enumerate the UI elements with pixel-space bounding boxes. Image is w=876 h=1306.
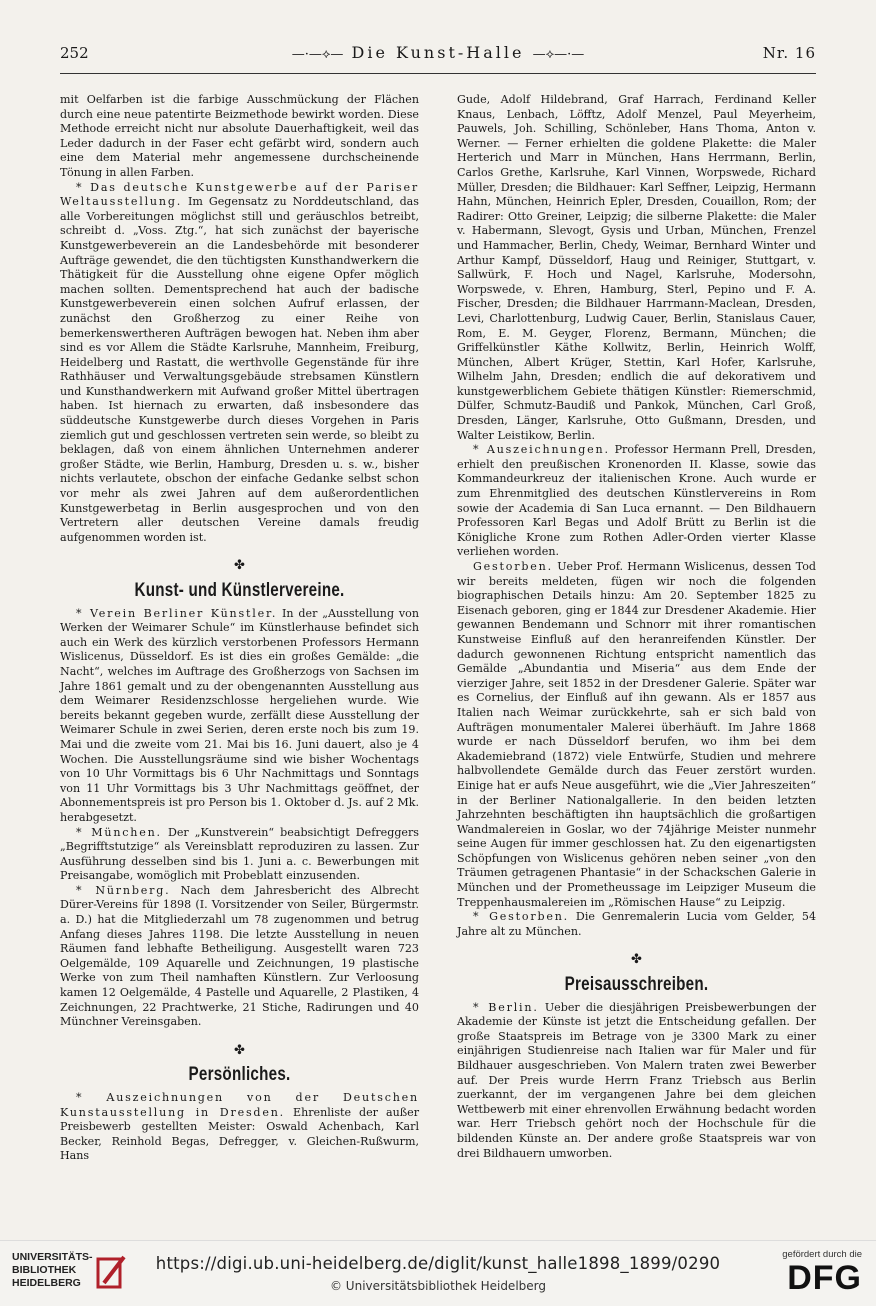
left-column — [60, 93, 419, 1213]
library-name: UNIVERSITÄTS- BIBLIOTHEK HEIDELBERG — [12, 1251, 93, 1289]
section-heading: Preisausschreiben. — [564, 974, 709, 996]
dfg-caption: gefördert durch die — [782, 1249, 862, 1260]
paragraph: * Auszeichnungen. Professor Hermann Prell, Dresden, erhielt den preußischen Kronenorden II. Klasse, sowie das Kommandeurkreuz der italienischen Krone. Auch wurde er zum Ehrenmitglied des deutschen Künstlervereins in Rom sowie der Academia di San Luca ernannt. — Den Bildhauern Professoren Karl Begas und Adolf Brütt zu Berlin ist die Königliche Krone zum Rothen Adler-Orden vierter Klasse verliehen worden. — [457, 443, 816, 559]
lead-in: Gestorben. — [473, 560, 553, 573]
paragraph: * Gestorben. Die Genremalerin Lucia vom Gelder, 54 Jahre alt zu München. — [457, 910, 816, 938]
separator-ornament: ✤ — [234, 1042, 245, 1058]
paragraph: mit Oelfarben ist die farbige Ausschmückung der Flächen durch eine neue patentirte Beizmethode bewirkt worden. Diese Methode erreicht nicht nur absolute Dauerhaftigkeit, weil das Leder dadurch in der Faser echt gefärbt wird, sondern auch eine dem Material mehr angemessene durchscheinende Tönung in allen Farben. — [60, 93, 419, 179]
paragraph: * Nürnberg. Nach dem Jahresbericht des Albrecht Dürer-Vereins für 1898 (I. Vorsitzender von Seiler, Bürgermstr. a. D.) hat die Mitgliederzahl um 78 zugenommen und betrug Anfang dieses Jahres 1198. Die letzte Ausstellung in neuen Räumen fand lebhafte Betheiligung. Ausgestellt waren 723 Oelgemälde, 109 Aquarelle und Zeichnungen, 19 plastische Werke von zum Theil namhaften Künstlern. Zur Verloosung kamen 12 Oelgemälde, 4 Pastelle und Aquarelle, 2 Plastiken, 4 Zeichnungen, 22 Prachtwerke, 21 Stiche, Radirungen und 40 Münchner Vereinsgaben. — [60, 883, 419, 1029]
paragraph: * Verein Berliner Künstler. In der „Ausstellung von Werken der Weimarer Schule“ im Künstlerhause befindet sich auch ein Werk des kürzlich verstorbenen Professors Hermann Wislicenus, Düsseldorf. Es ist dies ein großes Gemälde: „die Nacht“, welches im Auftrage des Großherzogs von Sachsen im Jahre 1861 gemalt und zu der obengenannten Ausstellung aus dem Weimarer Residenzschlosse hergeliehen wurde. Wie bereits bekannt gegeben wurde, zerfällt diese Ausstellung der Weimarer Schule in zwei Serien, deren erste noch bis zum 19. Mai und die zweite vom 21. Mai bis 16. Juni dauert, also je 4 Wochen. Die Ausstellungsräume sind wie bisher Wochentags von 10 Uhr Vormittags bis 6 Uhr Nachmittags und Sonntags von 11 Uhr Vormittags bis 3 Uhr Nachmittags geöffnet, der Abonnementspreis ist pro Person bis 1. Oktober d. Js. auf 2 Mk. herabgesetzt. — [60, 606, 420, 824]
lead-in: * Auszeichnungen. — [473, 443, 610, 457]
lead-in: * Auszeichnungen von der Deutschen Kunstausstellung in Dresden. — [60, 1091, 419, 1119]
running-header — [60, 44, 816, 68]
section-heading: Kunst- und Künstlervereine. — [134, 580, 345, 601]
paragraph: * Berlin. Ueber die diesjährigen Preisbewerbungen der Akademie der Künste ist jetzt die Entscheidung gefallen. Der große Staatspreis im Betrage von je 3300 Mark zu einer einjährigen Studienreise nach Italien war für Maler und für Bildhauer ausgeschrieben. Von Malern traten zwei Bewerber auf. Der Preis wurde Herrn Franz Triebsch aus Berlin zuerkannt, der im vergangenen Jahre bei dem gleichen Wettbewerb mit einer ehrenvollen Erwähnung bedacht worden war. Herr Triebsch gehört noch der Hochschule für die bildenden Künste an. Der andere große Staatspreis war von drei Bildhauern umworben. — [457, 1000, 816, 1160]
separator-ornament: ✤ — [631, 952, 642, 968]
viewer-footer — [0, 1240, 876, 1306]
lead-in: * Das deutsche Kunstgewerbe auf der Pariser Weltausstellung. — [60, 180, 419, 209]
permalink-url[interactable]: https://digi.ub.uni-heidelberg.de/diglit/kunst_halle1898_1899/0290 — [155, 1254, 721, 1273]
lead-in: * Verein Berliner Künstler. — [76, 606, 278, 620]
paragraph: Gestorben. Ueber Prof. Hermann Wislicenus, dessen Tod wir bereits meldeten, fügen wir noch die folgenden biographischen Details hinzu: Am 20. September 1825 zu Eisenach geboren, ging er 1844 zur Dresdener Akademie. Hier gewannen Bendemann und Schnorr mit ihrer romantischen Kunstweise Einfluß auf den heranreifenden Künstler. Der dadurch gewonnenen Richtung entspricht namentlich das Gemälde „Abundantia und Miseria“ aus dem Ende der vierziger Jahre, seit 1852 in der Dresdener Galerie. Später war es Cornelius, der Einfluß auf ihn gewann. Als er 1857 aus Italien nach Weimar zurückkehrte, sah er sich bald von Aufträgen monumentaler Malerei überhäuft. Im Jahre 1868 wurde er nach Düsseldorf berufen, wo ihm bei dem Akademiebrand (1872) viele Entwürfe, Studien und mehrere halbvollendete Gemälde durch das Feuer zerstört wurden. Einige hat er aufs Neue ausgeführt, wie die „Vier Jahreszeiten“ in der Berliner Nationalgallerie. In den beiden letzten Jahrzehnten beschäftigten ihn hauptsächlich die großartigen Wandmalereien in Goslar, wo der 74jährige Meister nunmehr seine Augen für immer geschlossen hat. Zu den eigenartigsten Schöpfungen von Wislicenus gehören neben seiner „von den Träumen getragenen Phantasie“ in der Schackschen Galerie in München und der Prometheussage im Leipziger Museum die Treppenhausmalereien im „Römischen Hause“ zu Leipzig. — [457, 560, 816, 909]
ornament-right: —⟡—·— — [532, 47, 585, 62]
ornament-left: —·—⟡— — [291, 47, 344, 62]
lead-in: * Gestorben. — [473, 910, 569, 924]
page-number: 252 — [60, 44, 89, 62]
right-column — [457, 93, 816, 1233]
copyright-notice: © Universitätsbibliothek Heidelberg — [329, 1279, 546, 1293]
running-title — [60, 43, 816, 62]
paragraph: * Das deutsche Kunstgewerbe auf der Pariser Weltausstellung. Im Gegensatz zu Norddeutschland, das alle Vorbereitungen möglichst still und geräuschlos betreibt, schreibt d. „Voss. Ztg.“, hat sich zunächst der bayerische Kunstgewerbeverein an die Landesbehörde mit besonderer Aufträge gewendet, die den tüchtigsten Kunsthandwerkern die Thätigkeit für die Ausstellung ohne eigene Opfer möglich machen sollten. Dementsprechend hat auch der badische Kunstgewerbeverein einen solchen Aufruf erlassen, der zunächst den Großherzog zu einer Reihe von bemerkenswertheren Aufträgen bewogen hat. Neben ihm aber sind es vor Allem die Städte Karlsruhe, Mannheim, Freiburg, Heidelberg und Rastatt, die werthvolle Gegenstände für ihre Rathhäuser und Verwaltungsgebäude strebsamen Künstlern und Kunsthandwerkern mit Aufwand großer Mittel übertragen haben. Ist hiernach zu erwarten, daß insbesondere das süddeutsche Kunstgewerbe durch dieses Vorgehen in Paris ziemlich gut und geschlossen vertreten sein werde, so bleibt zu beklagen, daß von einem ähnlichen Unternehmen anderer großer Städte, wie Berlin, Hamburg, Dresden u. s. w., bisher nichts verlautete, obschon der einfache Gedanke selbst schon vor mehr als zwei Jahren auf dem außerordentlichen Kunstgewerbetag in Berlin ausgesprochen und von den Vertretern aller deutschen Vereine damals freudig aufgenommen worden ist. — [60, 180, 419, 544]
header-rule — [60, 73, 816, 74]
separator-ornament: ✤ — [234, 558, 245, 574]
lead-in: * Berlin. — [473, 1000, 539, 1014]
paragraph: Gude, Adolf Hildebrand, Graf Harrach, Ferdinand Keller Knaus, Lenbach, Löfftz, Adolf Menzel, Paul Meyerheim, Pauwels, Joh. Schilling, Schönleber, Hans Thoma, Anton v. Werner. — Ferner erhielten die goldene Plakette: die Maler Herterich und Marr in München, Hans Herrmann, Berlin, Carlos Grethe, Karlsruhe, Karl Vinnen, Worpswede, Richard Müller, Dresden; die Bildhauer: Karl Seffner, Leipzig, Hermann Hahn, München, Heinrich Epler, Dresden, Couaillon, Rom; der Radirer: Otto Greiner, Leipzig; die silberne Plakette: die Maler v. Habermann, Slevogt, Gysis und Urban, München, Frenzel und Hammacher, Berlin, Chedy, Weimar, Bernhard Winter und Arthur Kampf, Düsseldorf, Haug und Reiniger, Stuttgart, v. Sallwürk, F. Hoch und Nagel, Karlsruhe, Modersohn, Worpswede, v. Ehren, Hamburg, Sterl, Pepino und F. A. Fischer, Dresden; die Bildhauer Harrmann-Maclean, Dresden, Levi, Charlottenburg, Ludwig Cauer, Berlin, Stanislaus Cauer, Rom, E. M. Geyger, Florenz, Bermann, München; die Griffelkünstler Käthe Kollwitz, Berlin, Heinrich Wolff, München, Albert Krüger, Stettin, Karl Hofer, Karlsruhe, Wilhelm Jahn, Dresden; endlich die auf dekorativem und kunstgewerblichem Gebiete thätigen Künstler: Riemerschmid, Dülfer, Schmutz-Baudiß und Pankok, München, Carl Groß, Dresden, Länger, Karlsruhe, Otto Gußmann, Dresden, und Walter Leistikow, Berlin. — [457, 93, 816, 442]
issue-number: Nr. 16 — [762, 44, 816, 62]
dfg-logo[interactable]: DFG — [787, 1259, 862, 1297]
journal-title: Die Kunst-Halle — [351, 43, 525, 62]
section-heading: Persönliches. — [188, 1064, 291, 1086]
lead-in: * Nürnberg. — [76, 883, 171, 897]
paragraph: * München. Der „Kunstverein“ beabsichtigt Defreggers „Begrifftstutzige“ als Vereinsblatt reproduziren zu lassen. Zur Ausführung desselben sind bis 1. Juni a. c. Bewerbungen mit Preisangabe, womöglich mit Probeblatt einzusenden. — [60, 825, 419, 883]
lead-in: * München. — [76, 825, 162, 839]
paragraph: * Auszeichnungen von der Deutschen Kunstausstellung in Dresden. Ehrenliste der außer Preisbewerb gestellten Meister: Oswald Achenbach, Karl Becker, Reinhold Begas, Defregger, v. Gleichen-Rußwurm, Hans — [60, 1091, 419, 1163]
